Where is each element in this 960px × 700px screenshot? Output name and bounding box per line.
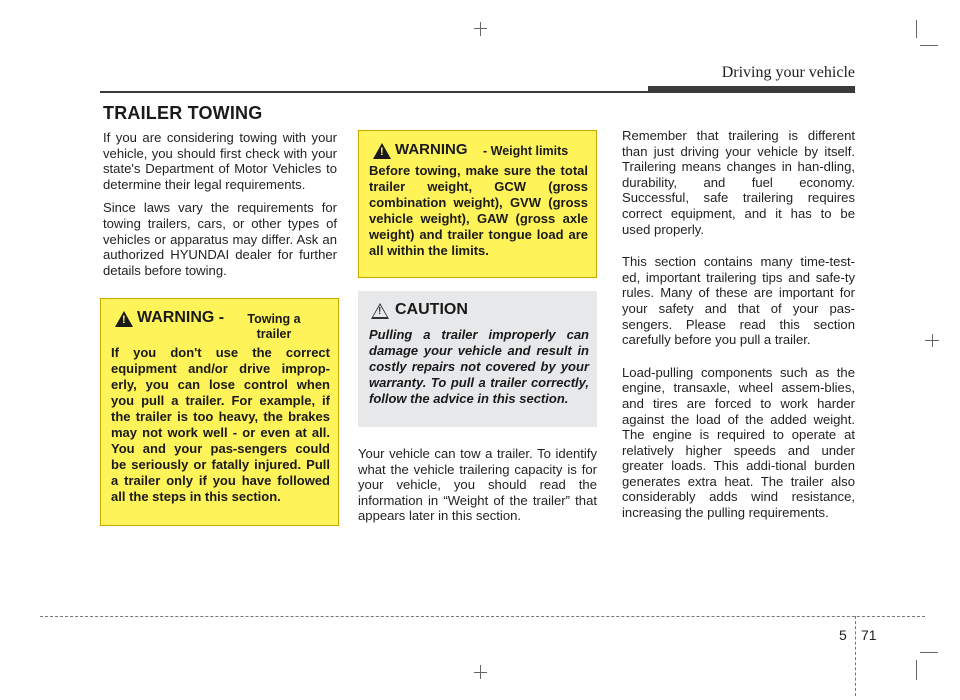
warning-triangle-icon — [373, 143, 391, 159]
crop-mark-bottom-right — [916, 660, 917, 680]
warning-header — [369, 141, 588, 163]
warning-subtitle: - Weight limits — [483, 144, 569, 158]
chapter-title: Driving your vehicle — [721, 64, 855, 81]
warning-triangle-icon — [115, 311, 133, 327]
caution-label: CAUTION — [395, 301, 468, 318]
paragraph: If you are considering towing with your vehicle, you should first check with your state's Department of Motor Vehicles to determine their legal requirements. — [103, 130, 337, 192]
warning-body: If you don't use the correct equipment and/or drive improp-erly, you can lose control when you pull a trailer. For example, if the trailer is too heavy, the brakes may not work well - or even at all. You and your pas-sengers could be seriously or fatally injured. Pull a trailer only if you have followed all the steps in this section. — [111, 345, 330, 504]
paragraph: Remember that trailering is different than just driving your vehicle by itself. Trailering means changes in han-dling, durability, and fuel economy. Successful, safe trailering requires correct equipment, and it has to be used properly. — [622, 128, 855, 237]
caution-triangle-icon — [371, 303, 389, 319]
column-1 — [103, 130, 337, 286]
paragraph: Your vehicle can tow a trailer. To identify what the vehicle trailering capacity is for your vehicle, you should read the information in “Weight of the trailer” that appears later in this section. — [358, 446, 597, 524]
footer-divider — [855, 616, 856, 696]
page-number: 71 — [861, 627, 877, 643]
registration-mark-top — [480, 22, 481, 36]
column-3 — [622, 128, 855, 538]
warning-header — [111, 309, 330, 345]
warning-box-weight — [358, 130, 597, 278]
header-rule — [100, 91, 648, 93]
warning-box-towing — [100, 298, 339, 526]
crop-mark-bottom-right — [920, 652, 938, 653]
paragraph: Load-pulling components such as the engine, transaxle, wheel assem-blies, and tires are forced to work harder against the load of the added weight. The engine is required to operate at relatively higher speeds and under greater loads. This addi-tional burden generates extra heat. The trailer also considerably adds wind resistance, increasing the pulling requirements. — [622, 364, 855, 521]
crop-mark-top-right — [916, 20, 917, 38]
paragraph: This section contains many time-test-ed, important trailering tips and safe-ty rules. Many of these are important for your safety and that of your pas-sengers. Please read this section carefully before you pull a trailer. — [622, 254, 855, 348]
section-title: TRAILER TOWING — [103, 103, 263, 123]
warning-label: WARNING — [395, 141, 468, 158]
caution-header — [369, 301, 589, 323]
header-bar — [648, 86, 855, 93]
paragraph: Since laws vary the requirements for towing trailers, cars, or other types of vehicles or apparatus may differ. Ask an authorized HYUNDAI dealer for further details before towing. — [103, 200, 337, 278]
column-2 — [358, 446, 597, 532]
crop-mark-top-right — [920, 45, 938, 46]
registration-mark-bottom — [474, 672, 487, 673]
caution-body: Pulling a trailer improperly can damage your vehicle and result in costly repairs not covered by your warranty. To pull a trailer correctly, follow the advice in this section. — [369, 327, 589, 406]
footer-rule — [40, 616, 925, 617]
warning-body: Before towing, make sure the total trailer weight, GCW (gross combination weight), GVW (gross vehicle weight), GAW (gross axle weight) and trailer tongue load are all within the limits. — [369, 163, 588, 258]
chapter-number: 5 — [839, 627, 847, 643]
caution-box — [358, 291, 597, 427]
warning-label: WARNING - — [137, 309, 225, 326]
warning-subtitle: Towing a trailer — [247, 312, 301, 341]
registration-mark-top — [474, 28, 487, 29]
registration-mark-right — [932, 334, 933, 347]
